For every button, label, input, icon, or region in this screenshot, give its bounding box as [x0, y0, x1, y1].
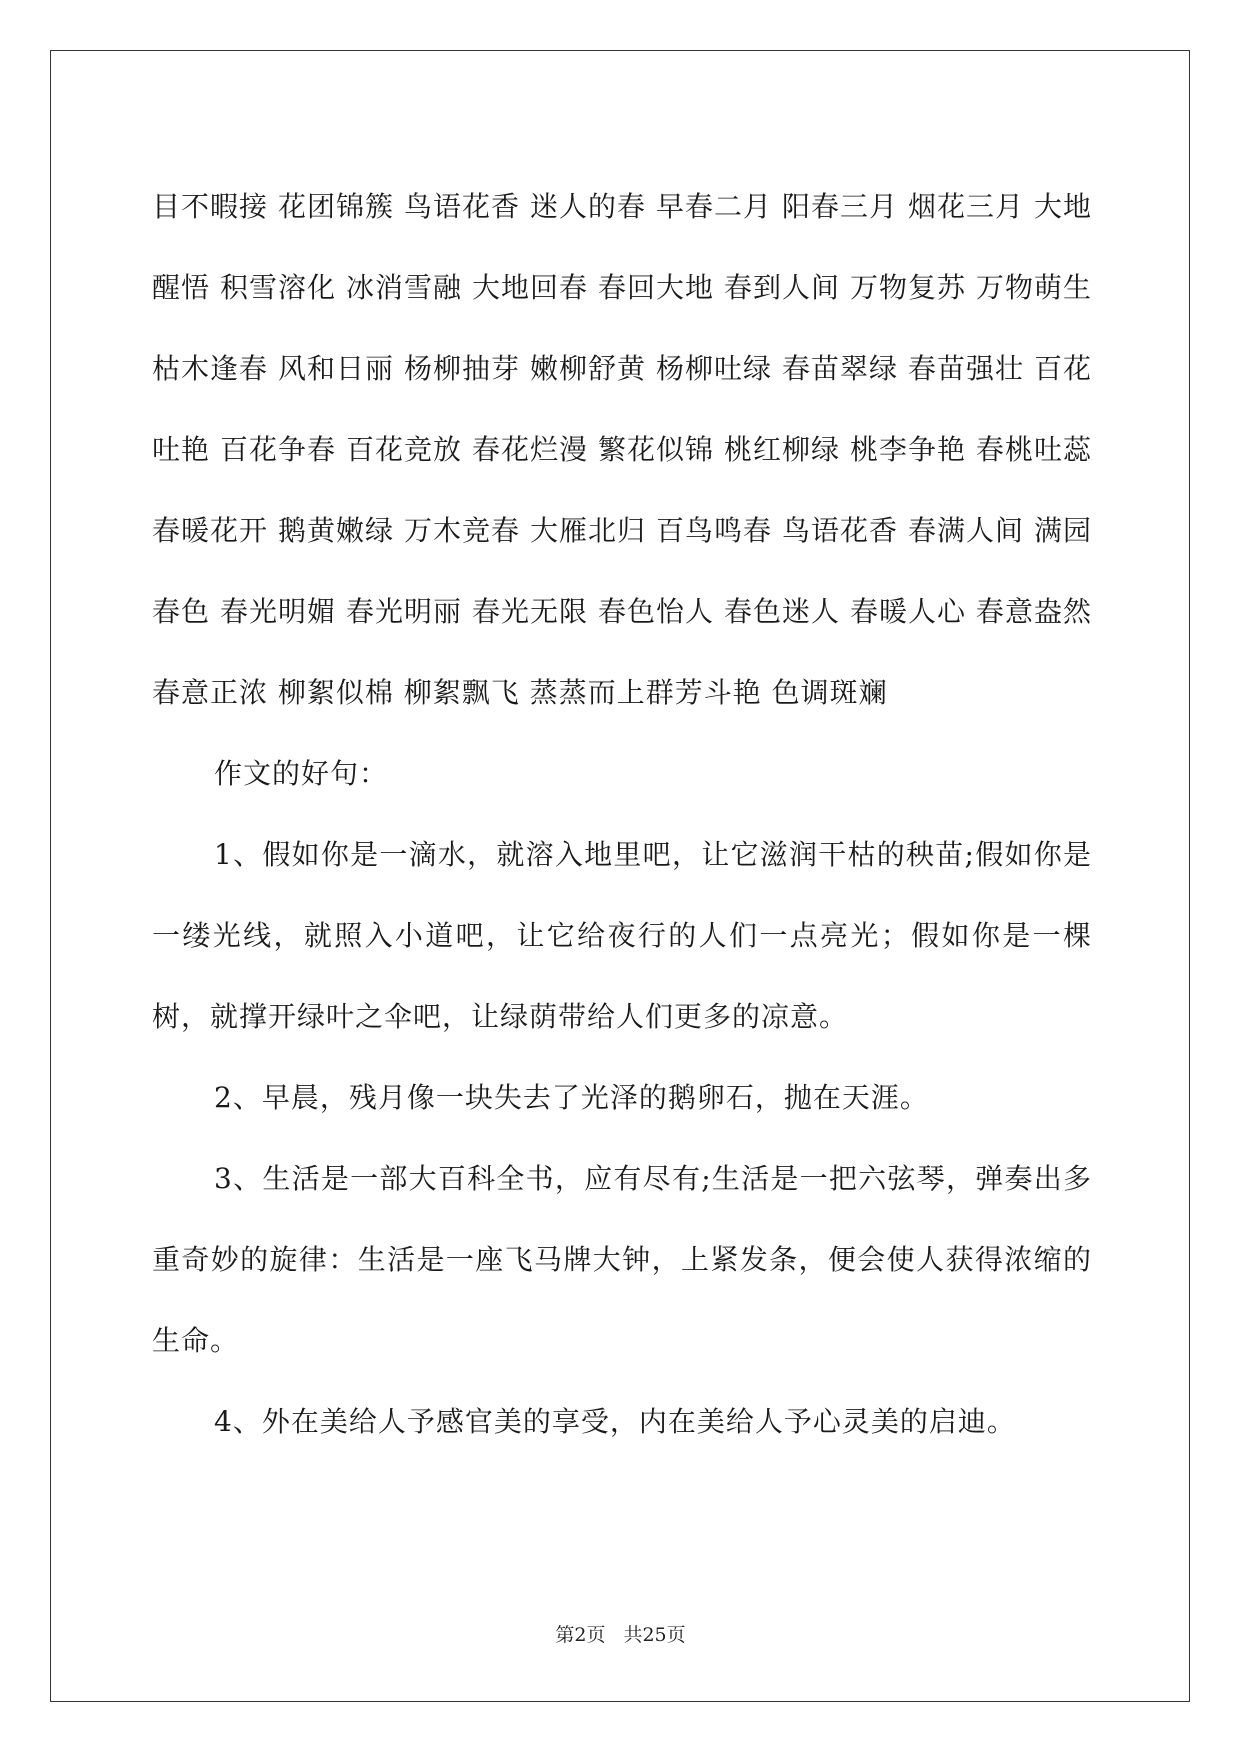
- page-number: 第2页: [555, 1624, 606, 1646]
- sentence-paragraph-1: 1、假如你是一滴水，就溶入地里吧，让它滋润干枯的秧苗;假如你是一缕光线，就照入小道吧，让它给夜行的人们一点亮光；假如你是一棵树，就撑开绿叶之伞吧，让绿荫带给人们更多的凉意。: [152, 838, 1092, 1033]
- sentence-paragraph-3: 3、生活是一部大百科全书，应有尽有;生活是一把六弦琴，弹奏出多重奇妙的旋律：生活是一座飞马牌大钟，上紧发条，便会使人获得浓缩的生命。: [152, 1162, 1092, 1357]
- vocabulary-paragraph: 目不暇接 花团锦簇 鸟语花香 迷人的春 早春二月 阳春三月 烟花三月 大地醒悟 积雪溶化 冰消雪融 大地回春 春回大地 春到人间 万物复苏 万物萌生 枯木逢春 风和日丽 杨柳抽芽 嫩柳舒黄 杨柳吐绿 春苗翠绿 春苗强壮 百花吐艳 百花争春 百花竞放 春花烂漫 繁花似锦 桃红柳绿 桃李争艳 春桃吐蕊 春暖花开 鹅黄嫩绿 万木竞春 大雁北归 百鸟鸣春 鸟语花香 春满人间 满园春色 春光明媚 春光明丽 春光无限 春色怡人 春色迷人 春暖人心 春意盎然 春意正浓 柳絮似棉 柳絮飘飞 蒸蒸而上群芳斗艳 色调斑斓: [152, 190, 1092, 709]
- document-body: [152, 166, 1092, 1462]
- sentence-paragraph-2: 2、早晨，残月像一块失去了光泽的鹅卵石，抛在天涯。: [214, 1081, 929, 1114]
- page-footer: [0, 1620, 1241, 1647]
- page-total: 共25页: [623, 1624, 686, 1646]
- sentence-paragraph-4: 4、外在美给人予感官美的享受，内在美给人予心灵美的启迪。: [214, 1405, 1016, 1438]
- section-heading: 作文的好句：: [214, 757, 389, 790]
